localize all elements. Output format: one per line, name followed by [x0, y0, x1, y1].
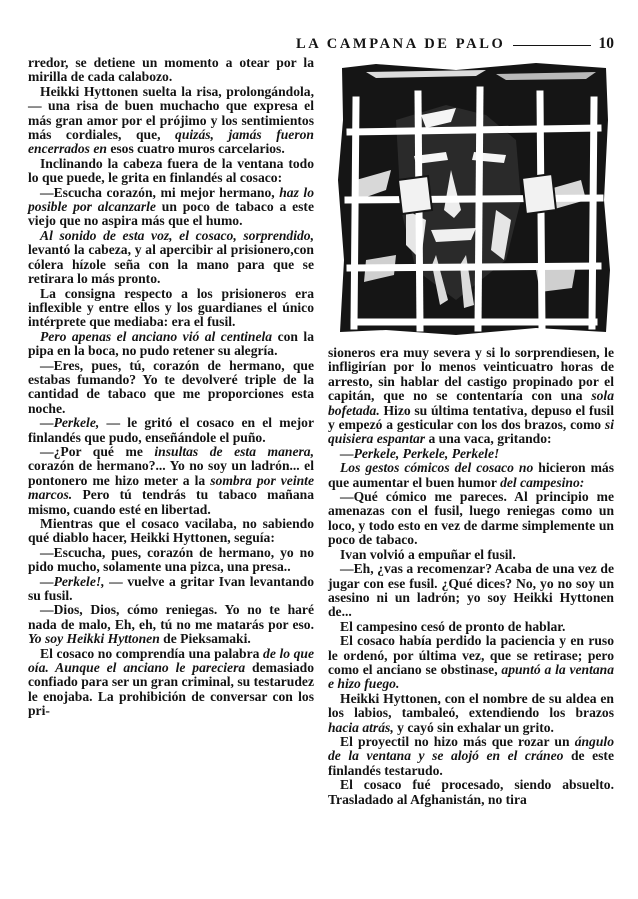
text-run: levantó la cabeza, y al apercibir al prisionero,con cólera hízole seña con la mano para que se retirara lo más pronto.: [28, 242, 314, 287]
paragraph: [328, 634, 614, 692]
text-run: demasiado confiado para ser un gran criminal, su testarudez le enojaba. La prohibición de conversar con los pri-: [28, 660, 314, 719]
header-title: LA CAMPANA DE PALO: [296, 35, 506, 52]
text-run: esos cuatro muros carcelarios.: [106, 141, 285, 157]
text-run: El campesino cesó de pronto de hablar.: [340, 618, 566, 634]
prisoner-illustration: [336, 60, 612, 338]
paragraph: [328, 692, 614, 735]
paragraph: [28, 546, 314, 575]
text-run: Hizo su última tentativa, depuso el fusil y empezó a gesticular con los dos brazos, como: [328, 402, 614, 433]
paragraph: [328, 346, 614, 447]
text-run: Inclinando la cabeza fuera de la ventana todo lo que puede, le grita en finlandés al cosaco:: [28, 155, 314, 186]
paragraph: [28, 445, 314, 517]
header-rule: [513, 45, 590, 46]
text-run: —Dios, Dios, cómo reniegas. Yo no te haré nada de malo, Eh, eh, tú no me matarás por eso.: [28, 602, 314, 632]
text-run: — le gritó el cosaco en el mejor finlandés que pudo, enseñándole el puño.: [28, 415, 314, 445]
paragraph: [28, 603, 314, 646]
italic-run: ángulo de la ventana y se alojó en el cráneo: [328, 733, 614, 764]
text-run: —Escucha, pues, corazón de hermano, yo no pido mucho, solamente una pizca, una presa..: [28, 544, 314, 575]
text-run: corazón de hermano?... Yo no soy un ladrón... el pontonero me hizo meter a la: [28, 458, 314, 488]
paragraph: [28, 229, 314, 287]
paragraph: [28, 647, 314, 719]
text-run: un poco de tabaco a este viejo que no aspira más que el humo.: [28, 199, 314, 229]
italic-run: —Perkele,: [40, 415, 100, 431]
italic-run: apuntó a la ventana e hizo fuego.: [328, 661, 614, 692]
paragraph: [28, 517, 314, 546]
italic-run: hacia atrás,: [328, 719, 394, 735]
italic-run: Los gestos cómicos del cosaco no: [340, 460, 534, 476]
text-run: —¿Por qué me: [40, 443, 155, 459]
text-run: El cosaco había perdido la paciencia y en ruso le ordenó, por última vez, que se retirase; pero como el anciano se obstinase,: [328, 633, 614, 677]
text-run: El proyectil no hizo más que rozar un: [340, 733, 575, 749]
text-run: — vuelve a gritar Ivan levantando su fusil.: [28, 573, 314, 604]
paragraph: [328, 447, 614, 461]
italic-run: Yo soy Heikki Hyttonen: [28, 631, 160, 647]
paragraph: [28, 359, 314, 417]
italic-run: si quisiera espantar: [328, 417, 614, 447]
paragraph: [328, 548, 614, 562]
italic-run: haz lo posible por alcanzarle: [28, 184, 314, 215]
prisoner-behind-bars-woodcut-icon: [336, 60, 612, 338]
italic-run: del campesino:: [500, 474, 585, 490]
paragraph: [28, 287, 314, 330]
text-run: —Escucha corazón, mi mejor hermano,: [40, 184, 280, 200]
paragraph: [328, 490, 614, 548]
italic-run: Al sonido de esta voz, el cosaco, sorprendido,: [40, 227, 314, 243]
paragraph: [328, 461, 614, 490]
paragraph: [28, 416, 314, 445]
paragraph: [28, 56, 314, 85]
italic-run: quizás, jamás fueron encerrados en: [28, 127, 314, 157]
text-run: La consigna respecto a los prisioneros era inflexible y entre ellos y los guardianes el único intérprete que mediaba: era el fusil.: [28, 285, 314, 330]
italic-run: sola bofetada.: [328, 388, 614, 418]
paragraph: [328, 620, 614, 634]
paragraph: [28, 157, 314, 186]
paragraph: [28, 186, 314, 229]
text-run: rredor, se detiene un momento a otear por la mirilla de cada calabozo.: [28, 55, 314, 85]
text-run: con la pipa en la boca, no pudo retener su alegría.: [28, 328, 314, 359]
text-run: a una vaca, gritando:: [425, 431, 552, 447]
paragraph: [28, 575, 314, 604]
text-run: Ivan volvió a empuñar el fusil.: [340, 546, 516, 562]
italic-run: sombra por veinte marcos.: [28, 472, 314, 503]
italic-run: insultas de esta manera,: [154, 443, 314, 459]
text-run: —Eres, pues, tú, corazón de hermano, que estabas fumando? Yo te devolveré triple de la cantidad de tabaco que me proporciones esta noche.: [28, 357, 314, 416]
paragraph: [28, 85, 314, 157]
paragraph: [28, 330, 314, 359]
left-column: [28, 56, 314, 719]
text-run: sioneros era muy severa y si lo sorprendiesen, le infligirían por lo menos veinticuatro horas de arresto, sin hablar del castigo propinado por el capitán, que no se contentaría con una: [328, 345, 614, 404]
text-run: Heikki Hyttonen suelta la risa, prolongándola, — una risa de buen muchacho que expresa el más gran amor por el prójimo y los sentimientos más cordiales, que,: [28, 83, 314, 143]
text-run: El cosaco fué procesado, siendo absuelto. Trasladado al Afghanistán, no tira: [328, 777, 614, 807]
text-run: de Pieksamaki.: [159, 631, 251, 647]
text-run: y cayó sin exhalar un grito.: [393, 719, 554, 735]
paragraph: [328, 778, 614, 807]
text-run: —Eh, ¿vas a recomenzar? Acaba de una vez de jugar con ese fusil. ¿Qué dices? No, yo no soy un asesino ni un ladrón; yo soy Heikki Hyttonen de...: [328, 561, 614, 620]
italic-run: —Perkele, Perkele, Perkele!: [340, 445, 500, 461]
running-header: [296, 34, 614, 54]
page-number: 10: [598, 35, 614, 52]
text-run: El cosaco no comprendía una palabra: [40, 645, 264, 661]
italic-run: de lo que oía. Aunque el anciano le pareciera: [28, 645, 315, 676]
text-run: hicieron más que aumentar el buen humor: [328, 460, 614, 490]
italic-run: Pero apenas el anciano vió al centinela: [40, 328, 273, 344]
text-run: Heikki Hyttonen, con el nombre de su aldea en los labios, tambaleó, extendiendo los brazos: [328, 690, 614, 721]
text-run: —Qué cómico me pareces. Al principio me amenazas con el fusil, luego reniegas como un loco, y todo esto en vez de darme simplemente un poco de tabaco.: [328, 489, 614, 548]
paragraph: [328, 562, 614, 620]
italic-run: —Perkele!,: [40, 573, 105, 589]
paragraph: [328, 735, 614, 778]
text-run: de este finlandés testarudo.: [328, 748, 614, 778]
text-run: Mientras que el cosaco vacilaba, no sabiendo qué diablo hacer, Heikki Hyttonen, seguía:: [28, 516, 314, 546]
right-column: [328, 346, 614, 807]
text-run: Pero tú tendrás tu tabaco mañana mismo, cuando esté en libertad.: [28, 487, 314, 517]
